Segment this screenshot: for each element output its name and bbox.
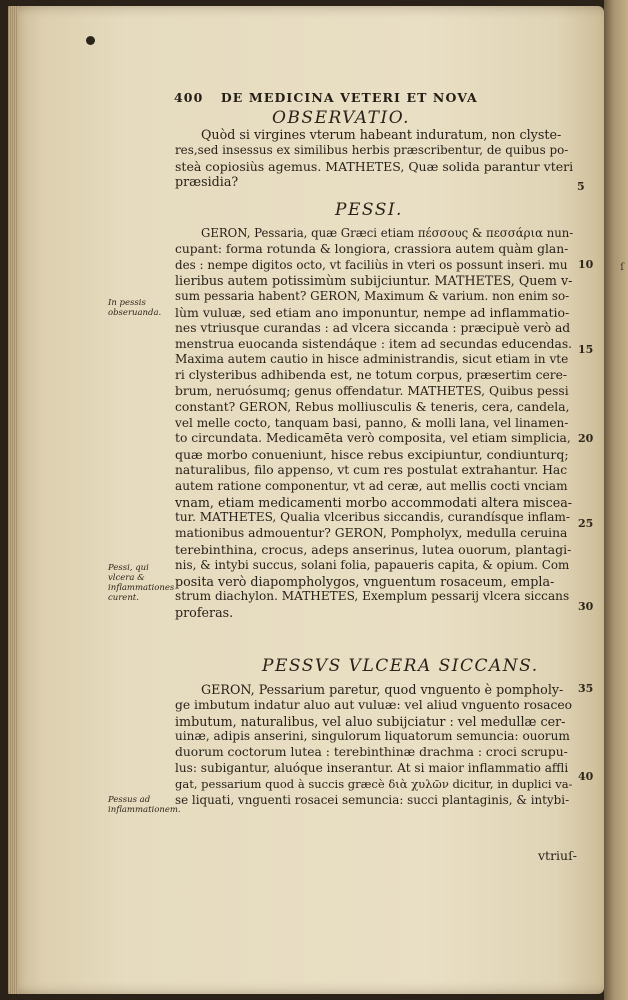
line-number: 20: [578, 432, 594, 445]
text-line: posita verò diapompholygos, vnguentum rosaceum, empla-: [175, 573, 555, 589]
text-line: ri clysteribus adhibenda est, ne totum corpus, præsertim cere-: [175, 368, 568, 383]
paragraph-pessus: [175, 682, 573, 808]
facing-page-mark: ſ: [620, 262, 624, 273]
text-line: strum diachylon. MATHETES, Exemplum pessarij vlcera siccans: [175, 589, 570, 604]
text-line: nis, & intybi succus, solani folia, papaueris capita, & opium. Com: [175, 557, 570, 572]
text-line: proferas.: [175, 605, 234, 621]
text-line: res,sed insessus ex similibus herbis præscribentur, de quibus po-: [175, 142, 569, 157]
line-number: 35: [578, 682, 594, 695]
text-line: vel melle cocto, tanquam basi, panno, & molli lana, vel linamen-: [175, 415, 569, 430]
text-line: brum, neruósumq; genus offendatur. MATHETES, Quibus pessi: [175, 383, 569, 398]
text-line: gat, pessarium quod à succis græcè διὰ χυλῶν dicitur, in duplici va-: [175, 776, 573, 791]
text-line: Maxima autem cautio in hisce administrandis, sicut etiam in vte: [175, 352, 569, 367]
ink-spot: [86, 36, 95, 45]
text-line: imbutum, naturalibus, vel aluo subijciatur : vel medullæ cer-: [175, 713, 566, 729]
text-line: cupant: forma rotunda & longiora, crassiora autem quàm glan-: [175, 241, 569, 256]
text-line: des : nempe digitos octo, vt faciliùs in vteri os possunt inseri. mu: [175, 257, 568, 272]
margin-note-observanda: In pessis obseruanda.: [108, 298, 162, 318]
section-title-pessus: PESSVS VLCERA SICCANS.: [262, 656, 539, 676]
text-line: GERON, Pessaria, quæ Græci etiam πέσσους & πεσσάρια nun-: [201, 226, 573, 240]
facing-page-edge: [604, 0, 628, 1000]
text-line: sum pessaria habent? GERON, Maximum & varium. non enim so-: [175, 289, 570, 304]
text-line: se liquati, vnguenti rosacei semuncia: succi plantaginis, & intybi-: [175, 792, 570, 807]
running-header: [174, 90, 514, 105]
line-number: 40: [578, 770, 594, 783]
text-line: mationibus admouentur? GERON, Pompholyx, medulla ceruina: [175, 526, 568, 541]
text-line: ge imbutum indatur aluo aut vuluæ: vel aliud vnguento rosaceo: [175, 697, 573, 712]
text-line: autem ratione componentur, vt ad ceræ, aut mellis cocti vnciam: [175, 478, 568, 493]
margin-note-inflammatio: Pessus ad inflammationem.: [108, 795, 181, 815]
margin-note-vlcera: Pessi, qui vlcera & inflammationes curent.: [108, 563, 175, 603]
text-line: præsidia?: [175, 174, 239, 190]
text-line: naturalibus, filo appenso, vt cum res postulat extrahantur. Hac: [175, 462, 568, 477]
text-line: uinæ, adipis anserini, singulorum liquatorum semuncia: ouorum: [175, 729, 570, 744]
line-number: 10: [578, 258, 594, 271]
paragraph-observatio: [175, 127, 573, 190]
line-number: 5: [577, 180, 585, 193]
line-number: 25: [578, 517, 594, 530]
text-line: lieribus autem potissimùm subijciuntur. MATHETES, Quem v-: [175, 273, 573, 289]
line-number: 30: [578, 600, 594, 613]
text-line: nes vtriusque curandas : ad vlcera siccanda : præcipuè verò ad: [175, 320, 571, 335]
text-line: tur. MATHETES, Qualia vlceribus siccandis, curandísque inflam-: [175, 510, 570, 525]
paragraph-pessi: [175, 226, 573, 621]
text-line: lùm vuluæ, sed etiam ano imponuntur, nempe ad inflammatio-: [175, 304, 570, 320]
text-line: quæ morbo conueniunt, hisce rebus excipiuntur, condiunturq;: [175, 447, 569, 463]
section-title-observatio: OBSERVATIO.: [272, 108, 411, 128]
text-line: to circundata. Medicamēta verò composita, vel etiam simplicia,: [175, 431, 571, 446]
line-number: 15: [578, 343, 594, 356]
text-line: menstrua euocanda sistendáque : item ad secundas educendas.: [175, 336, 573, 351]
catchword: vtriuſ-: [538, 848, 577, 863]
text-line: steà copiosiùs agemus. MATHETES, Quæ solida parantur vteri: [175, 158, 573, 174]
text-line: lus: subigantur, aluóque inserantur. At si maior inflammatio affli: [175, 760, 569, 775]
text-line: GERON, Pessarium paretur, quod vnguento è pompholy-: [201, 682, 564, 697]
running-title: DE MEDICINA VETERI ET NOVA: [220, 90, 478, 105]
text-line: terebinthina, crocus, adeps anserinus, lutea ouorum, plantagi-: [175, 541, 572, 557]
text-line: duorum coctorum lutea : terebinthinæ drachma : croci scrupu-: [175, 745, 568, 760]
text-line: Quòd si virgines vterum habeant induratum, non clyste-: [201, 127, 562, 142]
text-line: vnam, etiam medicamenti morbo accommodati altera miscea-: [175, 494, 573, 510]
page-edge: [8, 6, 18, 994]
page-number: 400: [174, 90, 204, 105]
text-line: constant? GERON, Rebus molliusculis & teneris, cera, candela,: [175, 399, 570, 414]
section-title-pessi: PESSI.: [335, 200, 403, 220]
